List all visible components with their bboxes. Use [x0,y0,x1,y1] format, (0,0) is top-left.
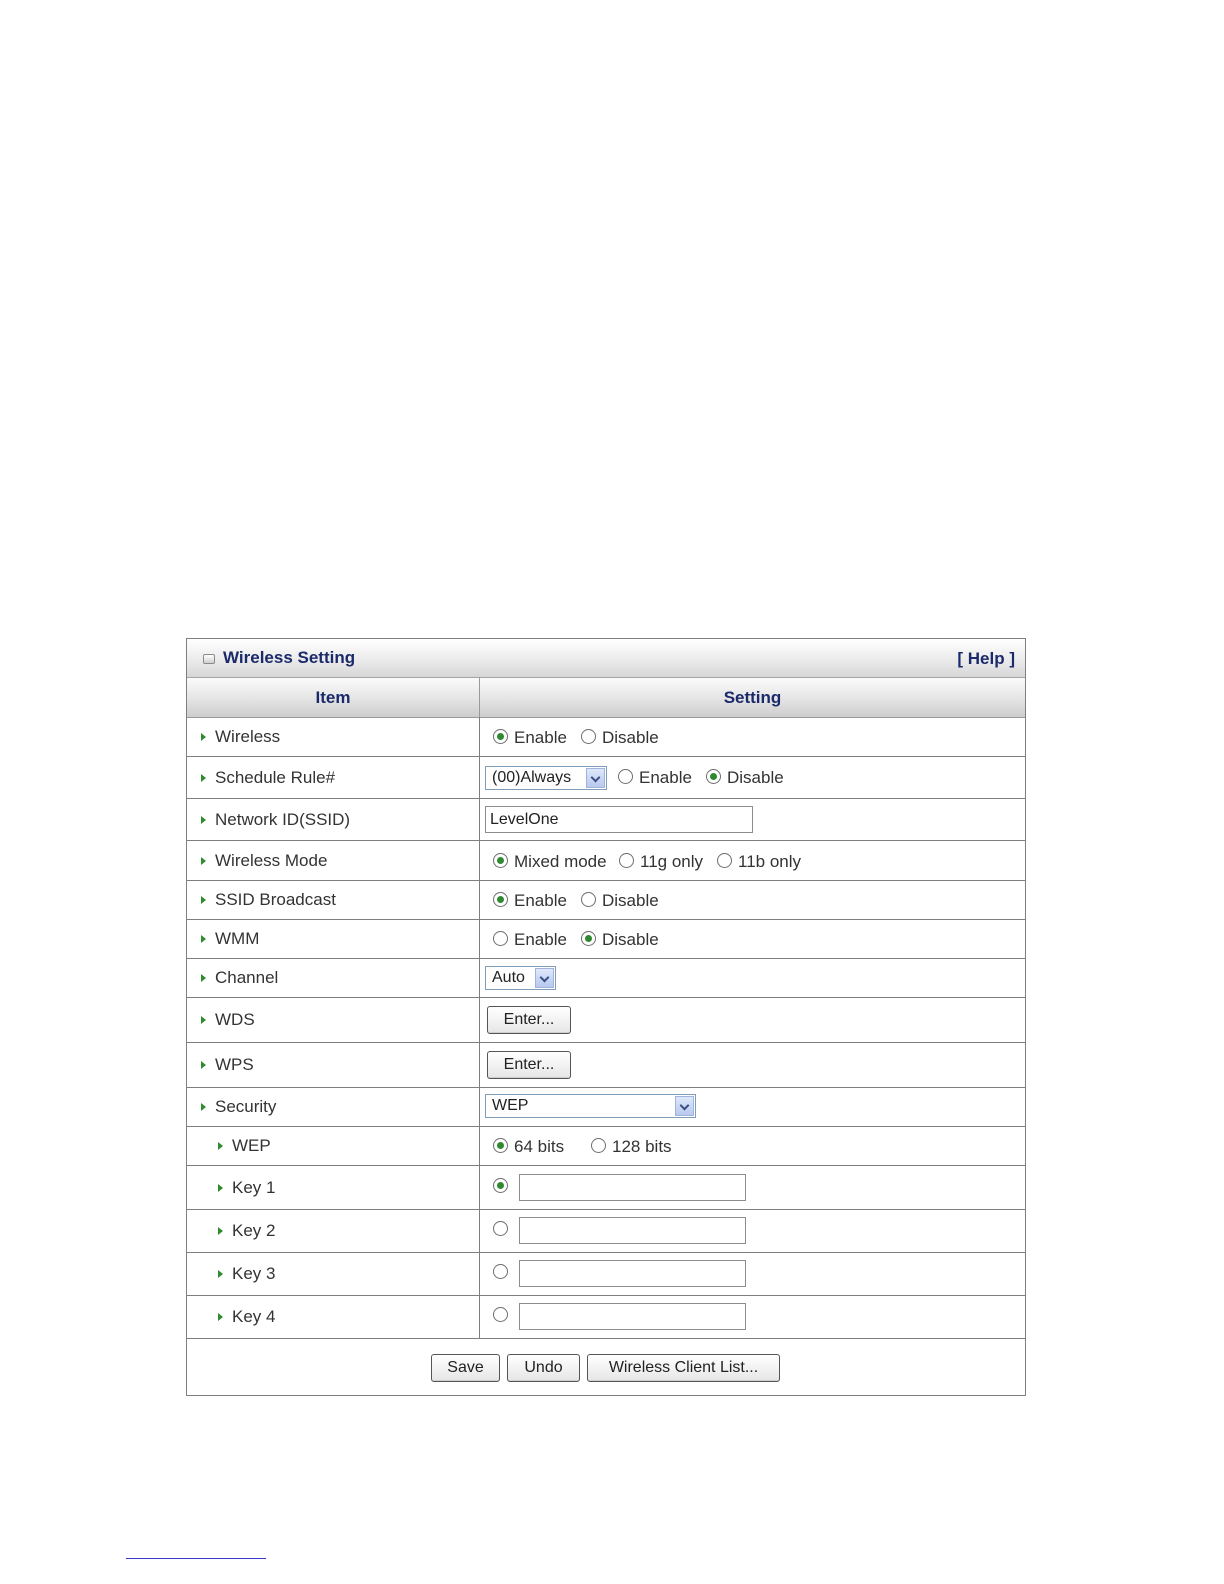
key-3-input[interactable] [519,1260,746,1287]
panel-title: Wireless Setting [223,648,356,667]
schedule-enable-label: Enable [639,768,692,787]
key-1-radio[interactable] [493,1178,508,1193]
row-wmm [187,920,1025,959]
wep-128-radio[interactable] [591,1138,606,1153]
mode-mixed-radio[interactable] [493,853,508,868]
key-4-input[interactable] [519,1303,746,1330]
schedule-disable-label: Disable [727,768,784,787]
wep-64-label: 64 bits [514,1137,565,1156]
channel-select[interactable] [485,966,556,990]
row-arrow-icon [218,1184,223,1192]
wireless-enable-label: Enable [514,728,567,747]
wep-128-label: 128 bits [612,1137,672,1156]
mode-mixed-label: Mixed mode [514,852,607,871]
key-1-input[interactable] [519,1174,746,1201]
row-label: SSID Broadcast [215,890,336,909]
wmm-enable-label: Enable [514,930,567,949]
row-wep [187,1127,1025,1166]
row-label: WPS [215,1055,254,1074]
panel-title-icon [203,654,215,664]
row-ssid [187,799,1025,841]
row-label: Key 2 [232,1221,276,1240]
security-select[interactable] [485,1094,696,1118]
column-header-item: Item [187,678,480,718]
key-2-input[interactable] [519,1217,746,1244]
mode-11b-label: 11b only [738,852,802,871]
row-label: Wireless Mode [215,850,328,870]
broadcast-enable-label: Enable [514,891,567,910]
chevron-down-icon[interactable] [675,1096,694,1116]
row-arrow-icon [201,816,206,824]
schedule-rule-value: (00)Always [492,769,572,786]
key-3-radio[interactable] [493,1264,508,1279]
row-key-4 [187,1296,1025,1339]
schedule-rule-select[interactable] [485,766,607,790]
wds-enter-button[interactable]: Enter... [487,1006,571,1034]
schedule-disable-radio[interactable] [706,769,721,784]
mode-11b-radio[interactable] [717,853,732,868]
row-ssid-broadcast [187,881,1025,920]
chevron-down-icon[interactable] [535,968,554,988]
row-arrow-icon [201,974,206,982]
wireless-disable-label: Disable [602,728,659,747]
broadcast-enable-radio[interactable] [493,892,508,907]
wmm-disable-radio[interactable] [581,931,596,946]
security-value: WEP [492,1097,529,1114]
undo-button[interactable]: Undo [507,1354,580,1382]
wireless-setting-panel [186,638,1026,1396]
key-2-radio[interactable] [493,1221,508,1236]
row-arrow-icon [201,935,206,943]
row-security [187,1088,1025,1127]
wireless-client-list-button[interactable]: Wireless Client List... [587,1354,780,1382]
row-label: Channel [215,968,279,987]
row-label: WEP [232,1136,271,1155]
row-arrow-icon [218,1313,223,1321]
row-wps [187,1043,1025,1088]
column-header-setting: Setting [480,678,1025,718]
row-wireless-mode [187,841,1025,881]
row-key-2 [187,1210,1025,1253]
chevron-down-icon[interactable] [586,768,605,788]
row-label: Schedule Rule# [215,767,336,787]
row-arrow-icon [218,1270,223,1278]
row-channel [187,959,1025,998]
row-label: WMM [215,929,260,948]
footer-actions [187,1339,1025,1395]
panel-titlebar [187,639,1025,678]
schedule-enable-radio[interactable] [618,769,633,784]
wmm-disable-label: Disable [602,930,659,949]
wps-enter-button[interactable]: Enter... [487,1051,571,1079]
channel-value: Auto [492,969,525,986]
help-link[interactable]: [ Help ] [957,649,1015,668]
row-wireless [187,717,1025,757]
row-label: Key 4 [232,1307,276,1326]
mode-11g-radio[interactable] [619,853,634,868]
row-arrow-icon [201,1061,206,1069]
wep-64-radio[interactable] [493,1138,508,1153]
row-label: Network ID(SSID) [215,809,351,829]
wireless-enable-radio[interactable] [493,729,508,744]
row-label: Security [215,1097,277,1116]
row-label: WDS [215,1010,255,1029]
broadcast-disable-radio[interactable] [581,892,596,907]
wmm-enable-radio[interactable] [493,931,508,946]
broadcast-disable-label: Disable [602,891,659,910]
row-arrow-icon [218,1142,223,1150]
row-arrow-icon [201,1016,206,1024]
row-key-3 [187,1253,1025,1296]
row-arrow-icon [201,896,206,904]
row-arrow-icon [201,857,206,865]
ssid-input[interactable]: LevelOne [485,806,753,833]
row-key-1 [187,1166,1025,1210]
row-arrow-icon [218,1227,223,1235]
key-4-radio[interactable] [493,1307,508,1322]
row-label: Wireless [215,726,281,746]
mode-11g-label: 11g only [640,852,704,871]
footnote-divider [126,1558,266,1559]
row-arrow-icon [201,1103,206,1111]
row-wds [187,998,1025,1043]
save-button[interactable]: Save [431,1354,500,1382]
row-label: Key 3 [232,1264,276,1283]
row-arrow-icon [201,774,206,782]
row-schedule-rule [187,757,1025,799]
wireless-disable-radio[interactable] [581,729,596,744]
row-label: Key 1 [232,1177,276,1197]
row-arrow-icon [201,733,206,741]
